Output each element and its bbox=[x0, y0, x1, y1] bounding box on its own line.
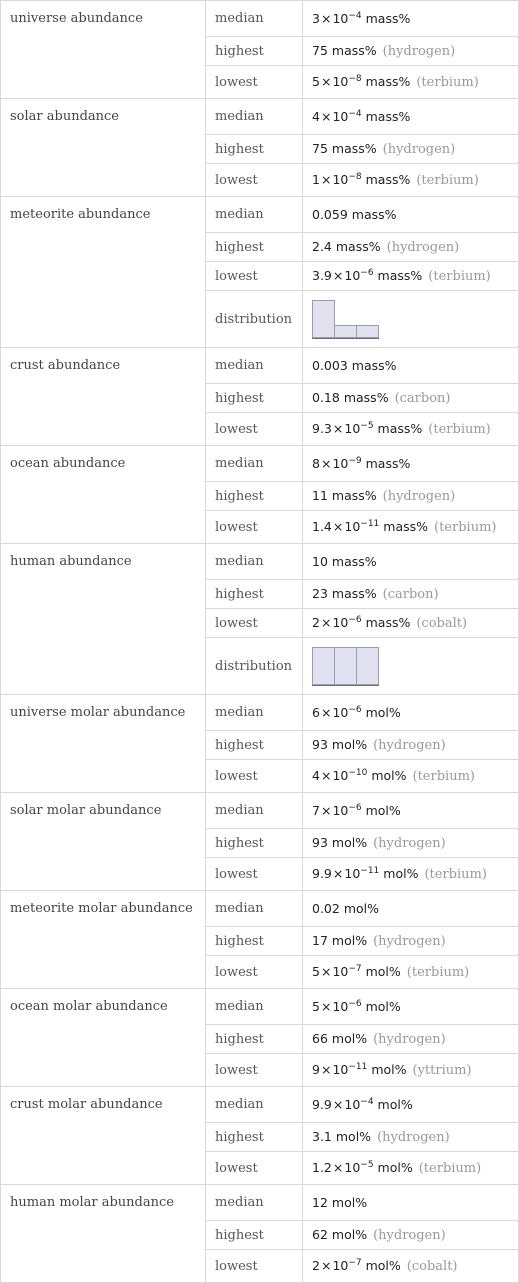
value-unit: mol% bbox=[383, 866, 419, 881]
value-exponent: −6 bbox=[348, 802, 362, 813]
value-mantissa: 1 bbox=[312, 172, 320, 187]
value-mantissa: 2 bbox=[312, 615, 320, 630]
value-unit: mass% bbox=[331, 488, 377, 503]
power-base: 10 bbox=[332, 999, 349, 1014]
statistic-value bbox=[303, 1087, 519, 1123]
value-mantissa: 9.3 bbox=[312, 421, 332, 436]
value-number: 23 bbox=[312, 586, 328, 601]
table-row bbox=[1, 197, 519, 233]
value-unit: mol% bbox=[331, 1195, 368, 1210]
statistic-label: median bbox=[206, 544, 303, 580]
value-number: 10 bbox=[312, 554, 328, 569]
property-name: human molar abundance bbox=[1, 1185, 206, 1283]
value-exponent: −6 bbox=[348, 704, 362, 715]
value-exponent: −11 bbox=[348, 1061, 368, 1072]
element-note: (hydrogen) bbox=[373, 738, 446, 753]
power-base: 10 bbox=[332, 109, 349, 124]
times-sign: × bbox=[320, 172, 332, 187]
value-unit: mol% bbox=[371, 1062, 407, 1077]
statistic-label: lowest bbox=[206, 262, 303, 291]
table-row bbox=[1, 446, 519, 482]
value-unit: mol% bbox=[365, 999, 401, 1014]
value-exponent: −5 bbox=[360, 1159, 374, 1170]
statistic-value bbox=[303, 731, 519, 760]
statistic-label: median bbox=[206, 197, 303, 233]
element-note: (hydrogen) bbox=[373, 934, 446, 949]
value-exponent: −7 bbox=[348, 963, 362, 974]
value-unit: mol% bbox=[331, 835, 368, 850]
value-unit: mass% bbox=[365, 456, 411, 471]
statistic-value bbox=[303, 544, 519, 580]
statistic-value bbox=[303, 927, 519, 956]
element-note: (carbon) bbox=[382, 587, 439, 602]
value-exponent: −4 bbox=[348, 108, 362, 119]
distribution-histogram bbox=[312, 300, 379, 338]
value-unit: mol% bbox=[343, 901, 380, 916]
times-sign: × bbox=[320, 999, 332, 1014]
value-mantissa: 4 bbox=[312, 768, 320, 783]
value-unit: mol% bbox=[365, 803, 401, 818]
statistic-label: highest bbox=[206, 1221, 303, 1250]
statistic-value bbox=[303, 66, 519, 99]
value-unit: mol% bbox=[331, 737, 368, 752]
statistic-value bbox=[303, 135, 519, 164]
histogram-bar bbox=[334, 325, 357, 338]
element-note: (hydrogen) bbox=[386, 240, 460, 255]
abundance-table-body bbox=[1, 1, 519, 1283]
times-sign: × bbox=[332, 1097, 344, 1112]
times-sign: × bbox=[332, 268, 344, 283]
value-unit: mass% bbox=[377, 268, 423, 283]
table-row bbox=[1, 793, 519, 829]
statistic-value bbox=[303, 197, 519, 233]
value-unit: mass% bbox=[343, 390, 389, 405]
statistic-value bbox=[303, 482, 519, 511]
times-sign: × bbox=[320, 1062, 332, 1077]
statistic-label: highest bbox=[206, 1025, 303, 1054]
power-base: 10 bbox=[344, 519, 361, 534]
property-name: solar molar abundance bbox=[1, 793, 206, 891]
value-unit: mass% bbox=[351, 207, 397, 222]
statistic-value bbox=[303, 829, 519, 858]
histogram-baseline bbox=[312, 685, 379, 686]
times-sign: × bbox=[332, 421, 344, 436]
value-unit: mass% bbox=[335, 239, 381, 254]
value-unit: mol% bbox=[331, 1031, 368, 1046]
statistic-value bbox=[303, 511, 519, 544]
statistic-label: highest bbox=[206, 384, 303, 413]
element-note: (terbium) bbox=[434, 520, 497, 535]
table-row bbox=[1, 1185, 519, 1221]
value-unit: mass% bbox=[365, 615, 411, 630]
value-mantissa: 7 bbox=[312, 803, 320, 818]
power-base: 10 bbox=[332, 74, 349, 89]
statistic-value bbox=[303, 989, 519, 1025]
value-mantissa: 9.9 bbox=[312, 1097, 332, 1112]
value-number: 0.059 bbox=[312, 207, 348, 222]
value-number: 3.1 bbox=[312, 1129, 332, 1144]
statistic-value bbox=[303, 348, 519, 384]
times-sign: × bbox=[320, 705, 332, 720]
value-exponent: −6 bbox=[348, 614, 362, 625]
value-exponent: −9 bbox=[348, 455, 362, 466]
statistic-value bbox=[303, 37, 519, 66]
statistic-value bbox=[303, 1, 519, 37]
statistic-value bbox=[303, 384, 519, 413]
power-base: 10 bbox=[332, 768, 349, 783]
table-row bbox=[1, 695, 519, 731]
value-unit: mass% bbox=[365, 109, 411, 124]
property-name: universe molar abundance bbox=[1, 695, 206, 793]
power-base: 10 bbox=[344, 1097, 361, 1112]
value-mantissa: 8 bbox=[312, 456, 320, 471]
times-sign: × bbox=[332, 1160, 344, 1175]
power-base: 10 bbox=[332, 11, 349, 26]
statistic-label: distribution bbox=[206, 291, 303, 348]
statistic-value bbox=[303, 1185, 519, 1221]
value-unit: mass% bbox=[377, 421, 423, 436]
power-base: 10 bbox=[332, 615, 349, 630]
statistic-value bbox=[303, 99, 519, 135]
property-name: universe abundance bbox=[1, 1, 206, 99]
value-unit: mass% bbox=[331, 554, 377, 569]
value-unit: mass% bbox=[365, 74, 411, 89]
table-row bbox=[1, 891, 519, 927]
element-note: (terbium) bbox=[416, 75, 479, 90]
table-row bbox=[1, 989, 519, 1025]
statistic-label: highest bbox=[206, 233, 303, 262]
statistic-value bbox=[303, 1025, 519, 1054]
value-exponent: −5 bbox=[360, 420, 374, 431]
statistic-label: median bbox=[206, 99, 303, 135]
statistic-label: lowest bbox=[206, 609, 303, 638]
property-name: human abundance bbox=[1, 544, 206, 695]
power-base: 10 bbox=[344, 268, 361, 283]
table-row bbox=[1, 1087, 519, 1123]
element-note: (hydrogen) bbox=[382, 142, 456, 157]
value-exponent: −11 bbox=[360, 518, 380, 529]
value-unit: mass% bbox=[383, 519, 429, 534]
statistic-label: median bbox=[206, 891, 303, 927]
statistic-value bbox=[303, 858, 519, 891]
statistic-label: lowest bbox=[206, 858, 303, 891]
power-base: 10 bbox=[332, 803, 349, 818]
statistic-label: median bbox=[206, 695, 303, 731]
statistic-label: lowest bbox=[206, 956, 303, 989]
value-mantissa: 6 bbox=[312, 705, 320, 720]
value-number: 11 bbox=[312, 488, 328, 503]
table-row bbox=[1, 348, 519, 384]
value-mantissa: 3.9 bbox=[312, 268, 332, 283]
power-base: 10 bbox=[332, 705, 349, 720]
power-base: 10 bbox=[344, 421, 361, 436]
statistic-label: highest bbox=[206, 927, 303, 956]
statistic-label: highest bbox=[206, 482, 303, 511]
value-unit: mol% bbox=[371, 768, 407, 783]
power-base: 10 bbox=[332, 456, 349, 471]
statistic-label: median bbox=[206, 793, 303, 829]
element-note: (terbium) bbox=[428, 269, 491, 284]
value-unit: mol% bbox=[365, 705, 401, 720]
property-name: meteorite abundance bbox=[1, 197, 206, 348]
times-sign: × bbox=[332, 519, 344, 534]
table-row bbox=[1, 544, 519, 580]
value-number: 0.18 bbox=[312, 390, 340, 405]
element-note: (terbium) bbox=[428, 422, 491, 437]
element-note: (hydrogen) bbox=[373, 1032, 446, 1047]
value-exponent: −6 bbox=[360, 267, 374, 278]
statistic-label: median bbox=[206, 989, 303, 1025]
value-number: 62 bbox=[312, 1227, 328, 1242]
table-row bbox=[1, 99, 519, 135]
value-exponent: −4 bbox=[360, 1096, 374, 1107]
statistic-value bbox=[303, 580, 519, 609]
value-mantissa: 5 bbox=[312, 964, 320, 979]
value-mantissa: 1.2 bbox=[312, 1160, 332, 1175]
histogram-bar bbox=[356, 647, 379, 685]
statistic-label: highest bbox=[206, 1123, 303, 1152]
statistic-label: distribution bbox=[206, 638, 303, 695]
times-sign: × bbox=[320, 1258, 332, 1273]
value-unit: mol% bbox=[377, 1097, 413, 1112]
statistic-value bbox=[303, 695, 519, 731]
value-number: 93 bbox=[312, 835, 328, 850]
value-unit: mass% bbox=[351, 358, 397, 373]
statistic-value bbox=[303, 164, 519, 197]
property-name: solar abundance bbox=[1, 99, 206, 197]
element-note: (cobalt) bbox=[406, 1259, 458, 1274]
value-unit: mass% bbox=[331, 586, 377, 601]
value-exponent: −8 bbox=[348, 73, 362, 84]
power-base: 10 bbox=[332, 964, 349, 979]
statistic-label: median bbox=[206, 1, 303, 37]
value-number: 75 bbox=[312, 43, 328, 58]
value-mantissa: 5 bbox=[312, 74, 320, 89]
element-note: (cobalt) bbox=[416, 616, 468, 631]
power-base: 10 bbox=[344, 866, 361, 881]
statistic-label: highest bbox=[206, 829, 303, 858]
statistic-label: highest bbox=[206, 135, 303, 164]
statistic-label: lowest bbox=[206, 413, 303, 446]
value-number: 0.003 bbox=[312, 358, 348, 373]
histogram-bar bbox=[356, 325, 379, 338]
value-exponent: −8 bbox=[348, 171, 362, 182]
value-exponent: −10 bbox=[348, 767, 368, 778]
value-mantissa: 1.4 bbox=[312, 519, 332, 534]
value-unit: mol% bbox=[331, 1227, 368, 1242]
element-note: (carbon) bbox=[394, 391, 451, 406]
value-mantissa: 2 bbox=[312, 1258, 320, 1273]
value-number: 75 bbox=[312, 141, 328, 156]
value-number: 0.02 bbox=[312, 901, 340, 916]
statistic-value bbox=[303, 638, 519, 695]
statistic-label: highest bbox=[206, 731, 303, 760]
statistic-label: highest bbox=[206, 37, 303, 66]
histogram-bar bbox=[312, 647, 335, 685]
statistic-label: lowest bbox=[206, 66, 303, 99]
statistic-label: highest bbox=[206, 580, 303, 609]
property-name: ocean abundance bbox=[1, 446, 206, 544]
times-sign: × bbox=[320, 456, 332, 471]
element-note: (hydrogen) bbox=[373, 1228, 446, 1243]
value-number: 17 bbox=[312, 933, 328, 948]
value-unit: mass% bbox=[331, 43, 377, 58]
value-unit: mol% bbox=[365, 964, 401, 979]
times-sign: × bbox=[320, 74, 332, 89]
statistic-value bbox=[303, 956, 519, 989]
property-name: meteorite molar abundance bbox=[1, 891, 206, 989]
statistic-label: lowest bbox=[206, 1054, 303, 1087]
value-unit: mass% bbox=[365, 11, 411, 26]
value-exponent: −4 bbox=[348, 10, 362, 21]
element-note: (yttrium) bbox=[412, 1063, 472, 1078]
property-name: crust abundance bbox=[1, 348, 206, 446]
statistic-label: median bbox=[206, 348, 303, 384]
element-note: (terbium) bbox=[412, 769, 475, 784]
value-number: 2.4 bbox=[312, 239, 332, 254]
value-unit: mol% bbox=[365, 1258, 401, 1273]
value-number: 12 bbox=[312, 1195, 328, 1210]
times-sign: × bbox=[320, 615, 332, 630]
value-unit: mol% bbox=[335, 1129, 372, 1144]
distribution-histogram bbox=[312, 647, 379, 685]
times-sign: × bbox=[320, 768, 332, 783]
statistic-value bbox=[303, 891, 519, 927]
statistic-value bbox=[303, 793, 519, 829]
times-sign: × bbox=[332, 866, 344, 881]
value-exponent: −11 bbox=[360, 865, 380, 876]
statistic-value bbox=[303, 233, 519, 262]
statistic-value bbox=[303, 1123, 519, 1152]
statistic-label: median bbox=[206, 1087, 303, 1123]
value-exponent: −6 bbox=[348, 998, 362, 1009]
statistic-value bbox=[303, 291, 519, 348]
statistic-value bbox=[303, 1054, 519, 1087]
statistic-label: median bbox=[206, 446, 303, 482]
times-sign: × bbox=[320, 964, 332, 979]
statistic-label: median bbox=[206, 1185, 303, 1221]
statistic-label: lowest bbox=[206, 1152, 303, 1185]
value-unit: mass% bbox=[331, 141, 377, 156]
value-mantissa: 5 bbox=[312, 999, 320, 1014]
times-sign: × bbox=[320, 803, 332, 818]
element-note: (hydrogen) bbox=[377, 1130, 450, 1145]
power-base: 10 bbox=[332, 1258, 349, 1273]
value-mantissa: 3 bbox=[312, 11, 320, 26]
element-note: (terbium) bbox=[416, 173, 479, 188]
statistic-value bbox=[303, 760, 519, 793]
value-exponent: −7 bbox=[348, 1257, 362, 1268]
statistic-value bbox=[303, 1221, 519, 1250]
value-unit: mass% bbox=[365, 172, 411, 187]
statistic-value bbox=[303, 446, 519, 482]
histogram-bar bbox=[312, 300, 335, 338]
property-name: crust molar abundance bbox=[1, 1087, 206, 1185]
statistic-value bbox=[303, 609, 519, 638]
value-number: 66 bbox=[312, 1031, 328, 1046]
statistic-value bbox=[303, 262, 519, 291]
statistic-label: lowest bbox=[206, 511, 303, 544]
statistic-value bbox=[303, 1152, 519, 1185]
power-base: 10 bbox=[344, 1160, 361, 1175]
statistic-label: lowest bbox=[206, 164, 303, 197]
element-note: (hydrogen) bbox=[382, 489, 456, 504]
element-note: (hydrogen) bbox=[373, 836, 446, 851]
element-note: (terbium) bbox=[406, 965, 470, 980]
histogram-baseline bbox=[312, 338, 379, 339]
histogram-bar bbox=[334, 647, 357, 685]
element-note: (hydrogen) bbox=[382, 44, 456, 59]
value-unit: mol% bbox=[331, 933, 368, 948]
power-base: 10 bbox=[332, 1062, 349, 1077]
value-mantissa: 9 bbox=[312, 1062, 320, 1077]
property-name: ocean molar abundance bbox=[1, 989, 206, 1087]
times-sign: × bbox=[320, 109, 332, 124]
table-row bbox=[1, 1, 519, 37]
statistic-value bbox=[303, 413, 519, 446]
value-unit: mol% bbox=[377, 1160, 413, 1175]
element-note: (terbium) bbox=[418, 1161, 482, 1176]
times-sign: × bbox=[320, 11, 332, 26]
element-note: (terbium) bbox=[424, 867, 487, 882]
power-base: 10 bbox=[332, 172, 349, 187]
statistic-label: lowest bbox=[206, 760, 303, 793]
value-number: 93 bbox=[312, 737, 328, 752]
value-mantissa: 9.9 bbox=[312, 866, 332, 881]
value-mantissa: 4 bbox=[312, 109, 320, 124]
statistic-label: lowest bbox=[206, 1250, 303, 1283]
statistic-value bbox=[303, 1250, 519, 1283]
